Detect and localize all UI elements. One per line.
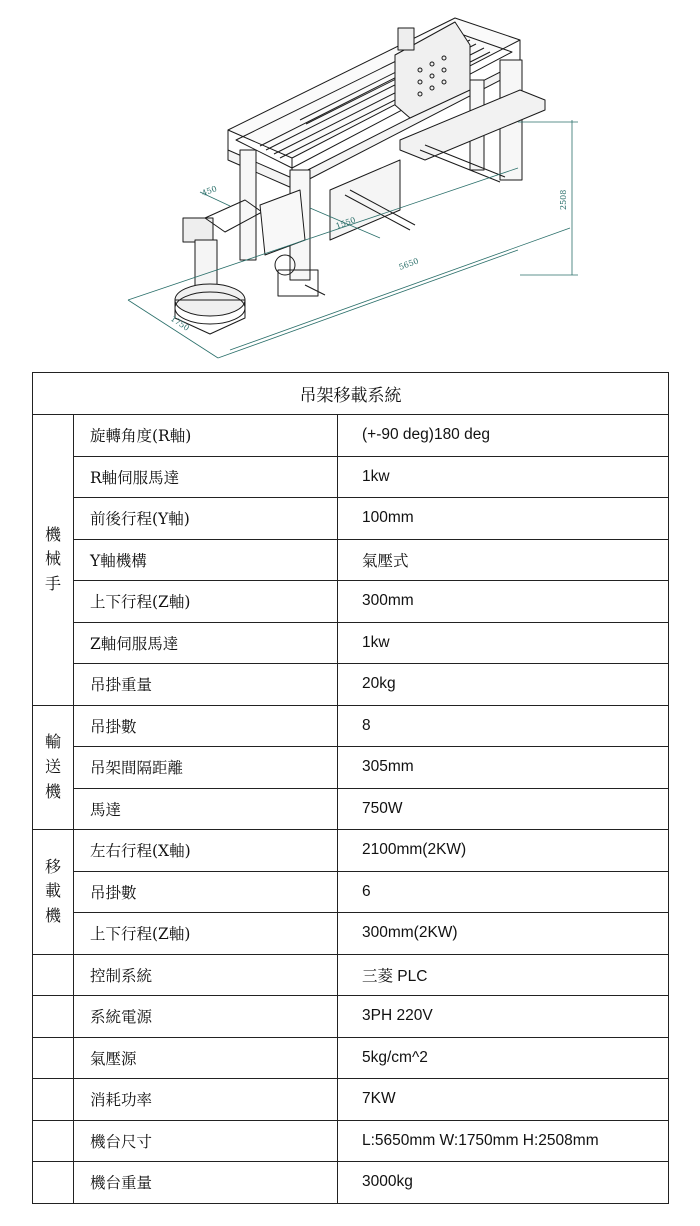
category-char: 載	[44, 881, 61, 901]
dim-1750-label: 1750	[168, 314, 191, 333]
row-value: 7KW	[338, 1079, 669, 1121]
dim-450-label: 450	[200, 184, 219, 198]
row-label: Z軸伺服馬達	[74, 622, 338, 664]
spec-table	[32, 372, 669, 1204]
category-char: 機	[44, 781, 61, 801]
row-label: 機台重量	[74, 1162, 338, 1204]
row-label: 上下行程(Z軸)	[74, 913, 338, 955]
row-label: R軸伺服馬達	[74, 456, 338, 498]
row-value: (+-90 deg)180 deg	[338, 415, 669, 457]
row-label: 上下行程(Z軸)	[74, 581, 338, 623]
row-label: 系統電源	[74, 996, 338, 1038]
row-label: 控制系統	[74, 954, 338, 996]
dim-1550-label: 1550	[334, 215, 357, 231]
table-row	[33, 456, 669, 498]
row-label: 吊掛重量	[74, 664, 338, 706]
table-row	[33, 1162, 669, 1204]
category-conveyor	[33, 705, 74, 830]
row-value: 300mm	[338, 581, 669, 623]
row-value: 20kg	[338, 664, 669, 706]
category-char: 機	[44, 906, 61, 926]
row-value: 305mm	[338, 747, 669, 789]
row-value: 300mm(2KW)	[338, 913, 669, 955]
machine-isometric-drawing	[0, 0, 700, 365]
row-value: 100mm	[338, 498, 669, 540]
empty-category-cell	[33, 1120, 74, 1162]
row-value: 6	[338, 871, 669, 913]
row-value: 1kw	[338, 456, 669, 498]
table-row	[33, 1120, 669, 1162]
row-value: 氣壓式	[338, 539, 669, 581]
row-value: L:5650mm W:1750mm H:2508mm	[338, 1120, 669, 1162]
empty-category-cell	[33, 1079, 74, 1121]
row-value: 8	[338, 705, 669, 747]
category-char: 移	[44, 856, 61, 876]
empty-category-cell	[33, 996, 74, 1038]
table-row	[33, 415, 669, 457]
table-row	[33, 664, 669, 706]
row-label: 吊掛數	[74, 705, 338, 747]
table-title: 吊架移載系統	[33, 373, 669, 415]
table-row	[33, 996, 669, 1038]
dim-5650-label: 5650	[397, 256, 420, 272]
category-char: 械	[44, 549, 61, 569]
table-row	[33, 622, 669, 664]
category-char: 送	[44, 756, 61, 776]
table-row	[33, 747, 669, 789]
empty-category-cell	[33, 1162, 74, 1204]
row-label: 旋轉角度(R軸)	[74, 415, 338, 457]
table-row	[33, 830, 669, 872]
table-row	[33, 1037, 669, 1079]
row-label: 消耗功率	[74, 1079, 338, 1121]
row-value: 750W	[338, 788, 669, 830]
row-label: 前後行程(Y軸)	[74, 498, 338, 540]
table-row	[33, 581, 669, 623]
row-value: 2100mm(2KW)	[338, 830, 669, 872]
table-row	[33, 871, 669, 913]
row-label: 吊掛數	[74, 871, 338, 913]
table-row	[33, 539, 669, 581]
row-label: 吊架間隔距離	[74, 747, 338, 789]
table-row	[33, 705, 669, 747]
row-label: 氣壓源	[74, 1037, 338, 1079]
category-robot-arm	[33, 415, 74, 706]
table-row	[33, 954, 669, 996]
empty-category-cell	[33, 1037, 74, 1079]
table-row	[33, 788, 669, 830]
row-value: 1kw	[338, 622, 669, 664]
table-row	[33, 1079, 669, 1121]
category-transfer	[33, 830, 74, 955]
category-char: 輸	[44, 732, 61, 752]
row-value: 5kg/cm^2	[338, 1037, 669, 1079]
gantry-line-drawing	[0, 0, 700, 365]
row-label: Y軸機構	[74, 539, 338, 581]
row-value: 3PH 220V	[338, 996, 669, 1038]
category-char: 機	[44, 524, 61, 544]
row-value: 三菱 PLC	[338, 954, 669, 996]
category-char: 手	[44, 574, 61, 594]
row-label: 左右行程(X軸)	[74, 830, 338, 872]
row-label: 機台尺寸	[74, 1120, 338, 1162]
empty-category-cell	[33, 954, 74, 996]
dim-2508-label: 2508	[559, 189, 568, 210]
row-value: 3000kg	[338, 1162, 669, 1204]
row-label: 馬達	[74, 788, 338, 830]
table-row	[33, 913, 669, 955]
table-title-row	[33, 373, 669, 415]
table-row	[33, 498, 669, 540]
